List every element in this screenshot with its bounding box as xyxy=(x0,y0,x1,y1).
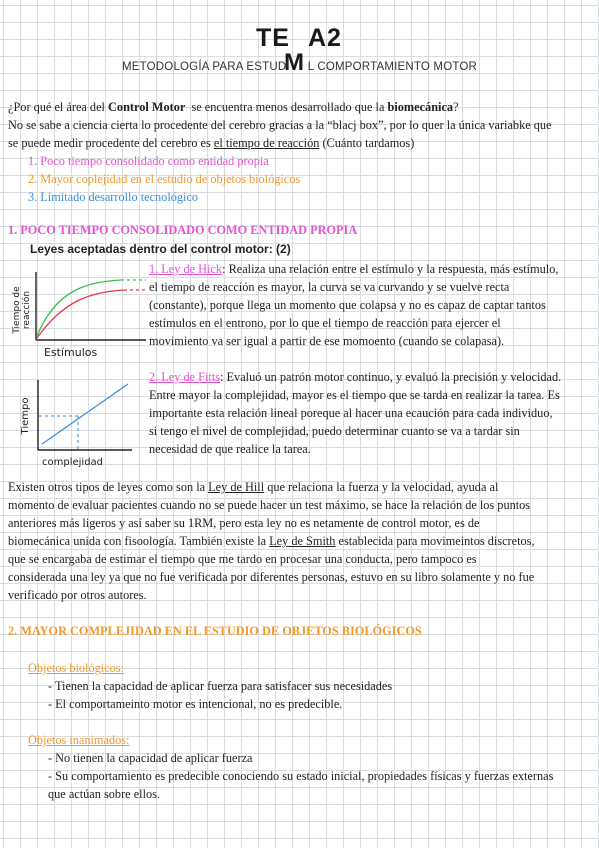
hick-curve-green xyxy=(37,280,121,336)
inanimate-item-1: - No tienen la capacidad de aplicar fuerza xyxy=(48,751,253,765)
list-item-1: 1. Poco tiempo consolidado como entidad propia xyxy=(28,154,269,168)
hick-title: 1. Ley de Hick xyxy=(149,262,223,276)
title-m: M xyxy=(284,49,304,76)
hick-y-axis-label xyxy=(12,286,32,335)
ley-hill: Ley de Hill xyxy=(208,480,265,494)
section-1-subheading: Leyes aceptadas dentro del control motor: (2) xyxy=(30,242,291,256)
fitts-y-label: Tiempo xyxy=(20,397,31,435)
fitts-x-label: complejidad xyxy=(42,457,104,468)
section-1-heading: 1. POCO TIEMPO CONSOLIDADO COMO ENTIDAD PROPIA xyxy=(8,223,358,237)
inanimate-objects-title: Objetos inanimados: xyxy=(28,733,130,747)
section-2-heading: 2. MAYOR COMPLEJIDAD EN EL ESTUDIO DE OBJETOS BIOLÓGICOS xyxy=(8,624,422,638)
inanimate-item-2: - Su comportamiento es predecible conociendo su estado inicial, propiedades físicas y fuerzas externas xyxy=(48,769,554,783)
hick-graph xyxy=(6,260,150,362)
hick-curve-red xyxy=(37,290,124,338)
intro-line-3: se puede medir procedente del cerebro es el tiempo de reacción (Cuánto tardamos) xyxy=(8,136,415,150)
intro-question: ¿Por qué el área del Control Motor se encuentra menos desarrollado que la biomecánica? xyxy=(8,100,459,114)
hick-x-label: Estímulos xyxy=(44,346,98,359)
list-item-3: 3. Limitado desarrollo tecnológico xyxy=(28,190,199,204)
fitts-line xyxy=(42,384,128,444)
bio-objects-title: Objetos biológicos: xyxy=(28,661,124,675)
list-item-2: 2. Mayor coplejidad en el estudio de objetos biológicos xyxy=(28,172,301,186)
title-a2: A2 xyxy=(308,24,342,52)
other-laws-paragraph: Existen otros tipos de leyes como son la Ley de Hill que relaciona la fuerza y la velocidad, ayuda al momento de evaluar pacientes cuando no se puede hacer un test máximo, se hace la relación de los puntos anteriores más ligeros y así saber su 1RM, pero esta ley no es netamente de control motor, es de biomecánica unida con fisoología. También existe la Ley de Smith establecida para movimeintos discretos, que se encargaba de estimar el tiempo que me tardo en procesar una conducta, pero tampoco es considerada una ley ya que no fue verificada por diferentes personas, estuvo en su libro solamente y no fue verificado por otros autores. xyxy=(8,480,535,602)
hick-y-label-2: reacción xyxy=(22,290,32,330)
bio-item-2: - El comportameinto motor es intencional, no es predecible. xyxy=(48,697,343,711)
ley-smith: Ley de Smith xyxy=(269,534,336,548)
bio-item-1: - Tienen la capacidad de aplicar fuerza para satisfacer sus necesidades xyxy=(48,679,393,693)
subtitle-left: METODOLOGÍA PARA ESTUDI xyxy=(121,61,290,73)
hick-paragraph: 1. Ley de Hick: Realiza una relación entre el estímulo y la respuesta, más estímulo, el tiempo de reacción es mayor, la curva se va curvando y se vuelve recta (constante), porque llega un momento que colapsa y no es capaz de captar tantos estímulos en el entrono, por lo que el tiempo de reacción para ejercer el movimiento va ser igual a partir de ese momoento (cuando se colapasa). xyxy=(149,262,559,348)
title-te: TE xyxy=(256,24,290,52)
intro-line-2: No se sabe a ciencia cierta lo procedente del cerebro gracias a la “blacj box”, por lo quer la única variabke que xyxy=(8,118,552,132)
page-subtitle xyxy=(0,61,599,73)
fitts-graph xyxy=(12,372,142,472)
inanimate-item-3: que actúan sobre ellos. xyxy=(48,787,160,801)
hick-y-label-1: Tiempo de xyxy=(12,286,22,334)
fitts-paragraph: 2. Ley de Fitts: Evaluó un patrón motor continuo, y evaluó la precisión y velocidad. Entre mayor la complejidad, mayor es el tiempo que se tarda en realizar la tarea. Es importante esta relación lineal poreque al hacer una ecaución para cada individuo, si tengo el nivel de complejidad, puedo determinar cuanto se va a tardar sin necesidad de que realice la tarea. xyxy=(149,370,562,456)
subtitle-right: L COMPORTAMIENTO MOTOR xyxy=(307,61,478,73)
fitts-title: 2. Ley de Fitts xyxy=(149,370,221,384)
